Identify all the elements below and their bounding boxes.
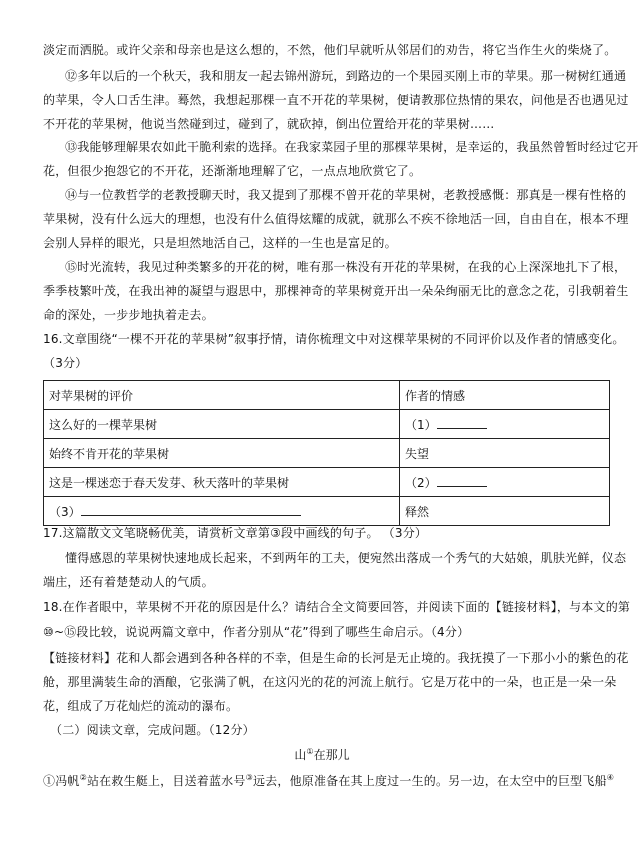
paragraph-13: ⑬我能够理解果农如此干脆利索的选择。在我家菜园子里的那棵苹果树，是幸运的，我虽然曾暂时经过它开 <box>65 140 639 154</box>
quoted-sentence: 端庄，还有着楚楚动人的气质。 <box>43 575 214 589</box>
table-cell: 失望 <box>400 439 610 468</box>
paragraph-12: ⑫多年以后的一个秋天，我和朋友一起去锦州游玩，到路边的一个果园买刚上市的苹果。那一树树红通通 <box>65 69 627 83</box>
table-cell-answer[interactable] <box>44 497 400 526</box>
paragraph-14: ⑭与一位教哲学的老教授聊天时，我又提到了那棵不曾开花的苹果树，老教授感慨：那真是一棵有性格的 <box>65 188 627 202</box>
quoted-sentence: 懂得感恩的苹果树快速地成长起来，不到两年的工夫，便宛然出落成一个秀气的大姑娘，肌肤光鲜，仪态 <box>65 551 627 565</box>
paragraph-15: ⑮时光流转，我见过种类繁多的开花的树，唯有那一株没有开花的苹果树，在我的心上深深地扎下了根， <box>65 260 627 274</box>
table-cell: 这是一棵迷恋于春天发芽、秋天落叶的苹果树 <box>44 468 400 497</box>
question-16-points: （3分） <box>43 356 88 370</box>
answer-blank[interactable] <box>437 416 487 429</box>
title-text: 山 <box>294 748 307 762</box>
link-material: 【链接材料】花和人都会遇到各种各样的不幸，但是生命的长河是无止境的。我抚摸了一下那小小的紫色的花 <box>43 651 629 665</box>
title-text: 在那儿 <box>313 748 350 762</box>
footnote-marker: ④ <box>606 773 615 782</box>
table-row <box>44 497 610 526</box>
question-17: 17.这篇散文文笔晓畅优美，请赏析文章第③段中画线的句子。 （3分） <box>43 526 428 540</box>
table-cell: 这么好的一棵苹果树 <box>44 410 400 439</box>
section-heading: （二）阅读文章，完成问题。（12分） <box>50 723 255 737</box>
paragraph-line: 淡定而洒脱。或许父亲和母亲也是这么想的，不然，他们早就听从邻居们的劝告，将它当作生火的柴烧了。 <box>43 43 617 57</box>
paragraph-line: 会别人异样的眼光，只是坦然地活自己，这样的一生也是富足的。 <box>43 236 397 250</box>
paragraph-line: 季季枝繁叶茂，在我出神的凝望与遐思中，那棵神奇的苹果树竟开出一朵朵绚丽无比的意念之花，引我朝着生 <box>43 284 629 298</box>
table-cell: 释然 <box>400 497 610 526</box>
table-cell: 始终不肯开花的苹果树 <box>44 439 400 468</box>
table-header-emotion: 作者的情感 <box>400 381 610 410</box>
evaluation-table <box>43 380 610 526</box>
table-row <box>44 468 610 497</box>
footnote-marker: ① <box>306 747 314 756</box>
article-paragraph-1 <box>43 770 614 789</box>
question-16: 16.文章围绕“一棵不开花的苹果树”叙事抒情，请你梳理文中对这棵苹果树的不同评价以及作者的情感变化。 <box>43 332 625 346</box>
blank-label: （2） <box>405 475 437 490</box>
table-row <box>44 410 610 439</box>
blank-label: （3） <box>49 504 81 519</box>
paragraph-line: 花，但很少抱怨它的不开花，还渐渐地理解了它，一点点地欣赏它了。 <box>43 164 422 178</box>
answer-blank[interactable] <box>437 474 487 487</box>
paragraph-line: 苹果树，没有什么远大的理想，也没有什么值得炫耀的成就，就那么不疾不徐地活一回，自由自在，根本不理 <box>43 212 629 226</box>
table-cell-answer[interactable] <box>400 468 610 497</box>
table-cell-answer[interactable] <box>400 410 610 439</box>
footnote-marker: ② <box>79 773 87 782</box>
footnote-marker: ③ <box>245 773 253 782</box>
question-18: 18.在作者眼中，苹果树不开花的原因是什么？请结合全文简要回答，并阅读下面的【链接材料】，与本文的第 <box>43 600 631 614</box>
article-title <box>0 746 644 763</box>
link-material-line: 舱，那里满装生命的酒酿，它张满了帆，在这闪光的花的河流上航行。它是万花中的一朵，也正是一朵一朵 <box>43 675 617 689</box>
table-header-evaluation: 对苹果树的评价 <box>44 381 400 410</box>
link-material-line: 花，组成了万花灿烂的流动的瀑布。 <box>43 699 239 713</box>
paragraph-text: ①冯帆 <box>43 774 80 788</box>
table-header-row <box>44 381 610 410</box>
question-18-line: ⑩~⑮段比较，说说两篇文章中，作者分别从“花”得到了哪些生命启示。（4分） <box>43 625 470 639</box>
table-row <box>44 439 610 468</box>
paragraph-text: 站在救生艇上，目送着蓝水号 <box>86 774 246 788</box>
blank-label: （1） <box>405 417 437 432</box>
paragraph-line: 不开花的苹果树，他说当然碰到过，碰到了，就砍掉，倒出位置给开花的苹果树…… <box>43 117 495 131</box>
paragraph-text: 远去，他原准备在其上度过一生的。另一边，在太空中的巨型飞船 <box>252 774 607 788</box>
paragraph-line: 命的深处，一步步地执着走去。 <box>43 308 214 322</box>
paragraph-line: 的苹果，令人口舌生津。蓦然，我想起那棵一直不开花的苹果树，便请教那位热情的果农，问他是否也遇见过 <box>43 93 629 107</box>
answer-blank[interactable] <box>81 503 301 516</box>
